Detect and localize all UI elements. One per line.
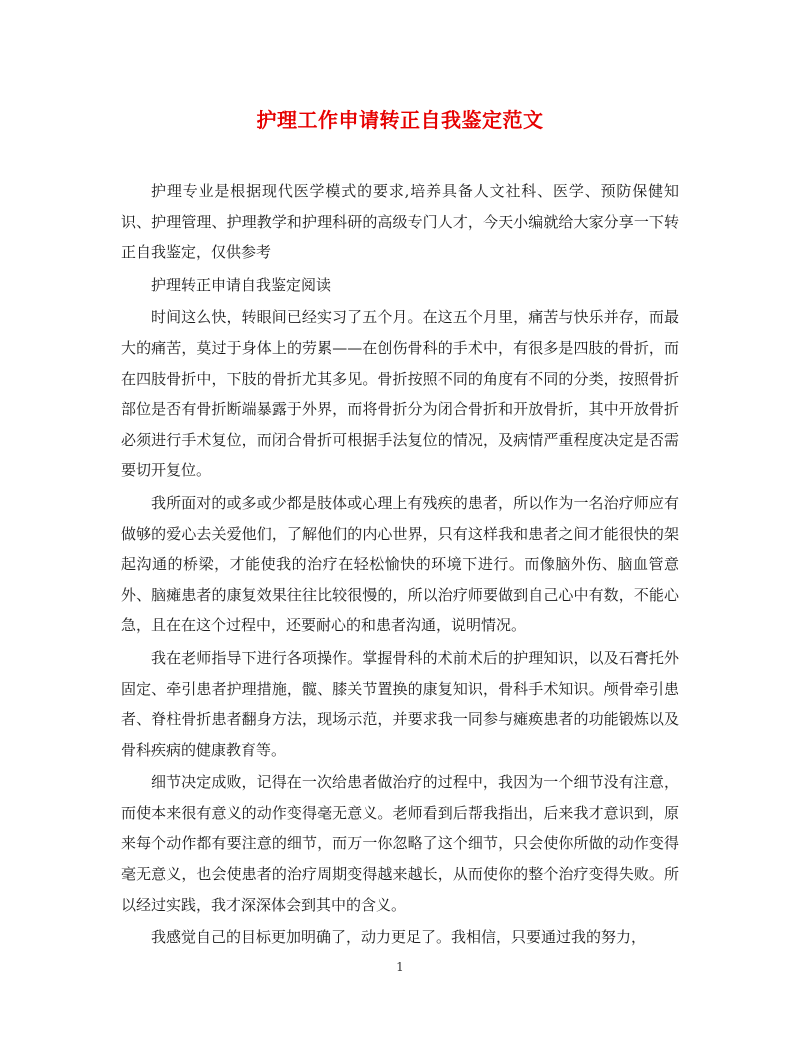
paragraph-internship: 时间这么快，转眼间已经实习了五个月。在这五个月里，痛苦与快乐并存，而最大的痛苦，莫过于身体上的劳累——在创伤骨科的手术中，有很多是四肢的骨折，而在四肢骨折中，下肢的骨折尤其多见。骨折按照不同的角度有不同的分类，按照骨折部位是否有骨折断端暴露于外界，而将骨折分为闭合骨折和开放骨折，其中开放骨折必须进行手术复位，而闭合骨折可根据手法复位的情况，及病情严重程度决定是否需要切开复位。 [121,308,679,480]
page-number: 1 [396,960,404,974]
paragraph-details: 细节决定成败，记得在一次给患者做治疗的过程中，我因为一个细节没有注意，而使本来很有意义的动作变得毫无意义。老师看到后帮我指出，后来我才意识到，原来每个动作都有要注意的细节，而万一你忽略了这个细节，只会使你所做的动作变得毫无意义，也会使患者的治疗周期变得越来越长，从而使你的整个治疗变得失败。所以经过实践，我才深深体会到其中的含义。 [121,773,679,914]
paragraph-goals: 我感觉自己的目标更加明确了，动力更足了。我相信，只要通过我的努力， [151,928,647,947]
paragraph-operations: 我在老师指导下进行各项操作。掌握骨科的术前术后的护理知识，以及石膏托外固定、牵引患者护理措施，髋、膝关节置换的康复知识，骨科手术知识。颅骨牵引患者、脊柱骨折患者翻身方法，现场示范，并要求我一同参与瘫痪患者的功能锻炼以及骨科疾病的健康教育等。 [121,648,679,759]
document-title: 护理工作申请转正自我鉴定范文 [256,108,544,132]
paragraph-subheading: 护理转正申请自我鉴定阅读 [151,275,332,294]
paragraph-intro: 护理专业是根据现代医学模式的要求,培养具备人文社科、医学、预防保健知识、护理管理、护理教学和护理科研的高级专门人才，今天小编就给大家分享一下转正自我鉴定，仅供参考 [121,182,679,262]
document-body [121,176,679,955]
paragraph-patients: 我所面对的或多或少都是肢体或心理上有残疾的患者，所以作为一名治疗师应有做够的爱心去关爱他们，了解他们的内心世界，只有这样我和患者之间才能很快的架起沟通的桥梁，才能使我的治疗在轻松愉快的环境下进行。而像脑外伤、脑血管意外、脑瘫患者的康复效果往往比较很慢的，所以治疗师要做到自己心中有数，不能心急，且在在这个过程中，还要耐心的和患者沟通，说明情况。 [121,493,679,635]
